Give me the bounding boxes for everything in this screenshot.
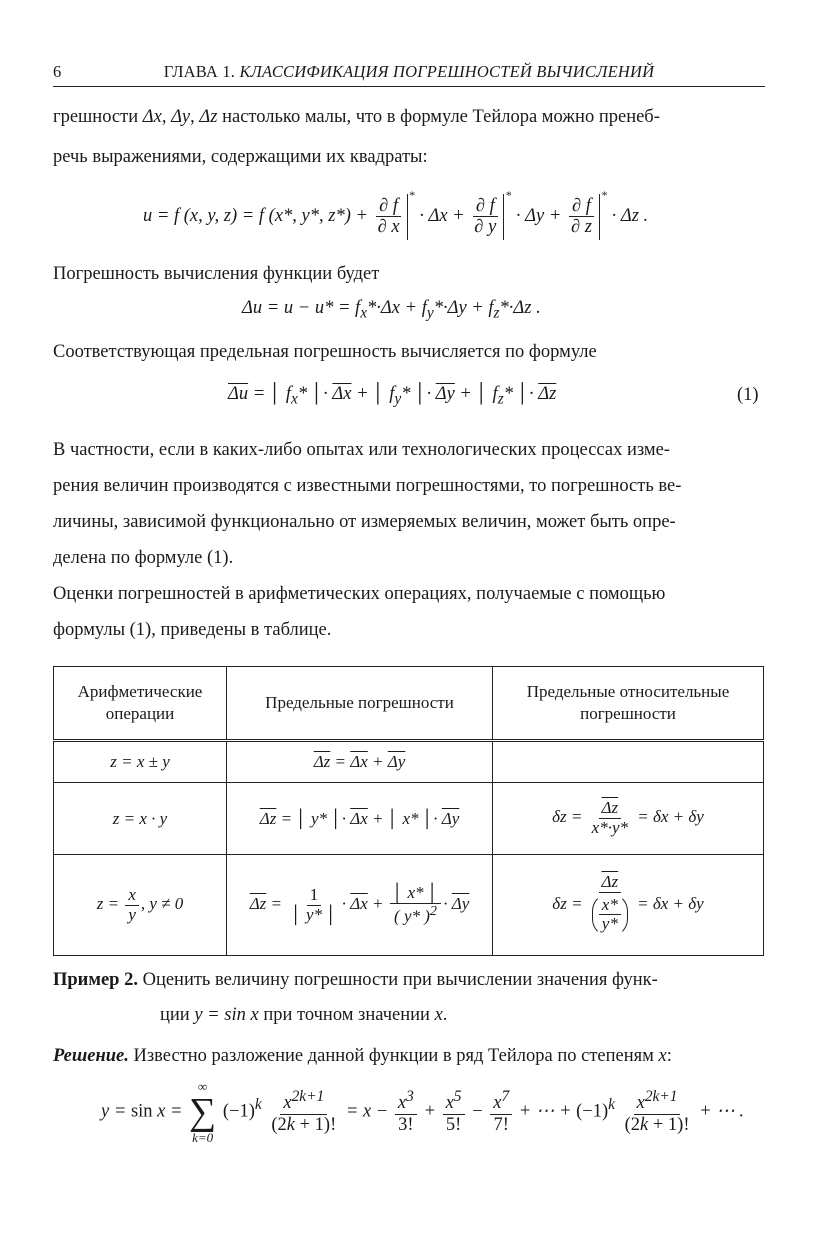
relative-error-quotient: δz = $\frac{\overline{\Delta z}}{\frac{x*}{y*}}$ = δx + δy	[493, 855, 764, 956]
op-sum: z = x ± y	[54, 741, 227, 783]
paragraph-3: Соответствующая предельная погрешность вычисляется по формуле	[53, 342, 597, 362]
running-header	[53, 62, 765, 87]
op-quotient: z = $\frac{x}{y}$ , y ≠ 0	[54, 855, 227, 956]
op-product: z = x · y	[54, 783, 227, 855]
page-number: 6	[53, 62, 62, 81]
example-2: Пример 2. Оценить величину погрешности при вычислении значения функ-	[53, 970, 658, 990]
sin-series-equation: y = sin x = ∞ ∑ k=0 $(-1)^k$ $\frac{x^{2k+1}}{(2k + 1)!}$ = x − $\frac{x^3}{3!}$ + $\frac{x^5}{5!}$ − $\frac{x^7}{7!}$ + ⋯ + $(-1)^k$ $\frac{x^{2k+1}}{(2k + 1)!}$ + ⋯ .	[101, 1079, 744, 1145]
error-table	[53, 666, 764, 956]
paragraph-4: В частности, если в каких-либо опытах или технологических процессах изме- рения величин производятся с известными погрешностями, то погрешность ве- личины, зависимой функционально от измеряемых величин, может быть опре- делена по формуле (1).	[53, 440, 682, 568]
paragraph-1-line-2: речь выражениями, содержащими их квадраты:	[53, 147, 428, 167]
table-header-row	[54, 667, 764, 741]
header-cell-limit-errors: Предельные погрешности	[227, 667, 493, 741]
paragraph-2: Погрешность вычисления функции будет	[53, 264, 380, 284]
limit-error-sum: $\overline{\Delta z} = \overline{\Delta x} + \overline{\Delta y}$	[227, 741, 493, 783]
solution-label: Решение.	[53, 1046, 129, 1066]
table-row	[54, 855, 764, 956]
limit-error-product: $\overline{\Delta z}$ = │ y* │· $\overline{\Delta x}$ + │ x* │· $\overline{\Delta y}$	[227, 783, 493, 855]
header-cell-relative-errors: Предельные относительные погрешности	[493, 667, 764, 741]
example-label: Пример 2.	[53, 970, 138, 990]
paragraph-1-line-1: грешности Δx, Δy, Δz настолько малы, что в формуле Тейлора можно пренеб-	[53, 107, 660, 127]
relative-error-product: δz = $\frac{\overline{\Delta z}}{x*\cdot y*}$ = δx + δy	[493, 783, 764, 855]
limit-error-quotient: $\overline{\Delta z}$ = $\frac{1}{│ y* │}$ · $\overline{\Delta x}$ + $\frac{│ x* │}{( y* )^2}$ · $\overline{\Delta y}$	[227, 855, 493, 956]
taylor-equation: u = f (x, y, z) = f (x*, y*, z*) + $\frac{\partial f}{\partial x}$ * · Δx + $\frac{\partial f}{\partial y}$ * · Δy + $\frac{\partial f}{\partial z}$ * · Δz .	[143, 188, 648, 240]
limit-error-equation: $\overline{\Delta u}$ = │ $f_x*$ │· $\overline{\Delta x}$ + │ $f_y*$ │· $\overline{\Delta y}$ + │ $f_z*$ │· $\overline{\Delta z}$	[228, 384, 557, 408]
relative-error-sum	[493, 741, 764, 783]
error-equation: $\Delta u = u - u* = f_x*\cdot\Delta x + f_y*\cdot\Delta y + f_z*\cdot\Delta z$ .	[242, 298, 541, 322]
table-row	[54, 783, 764, 855]
example-2-line-2: ции y = sin x при точном значении x.	[160, 1005, 448, 1025]
equation-number: (1)	[737, 385, 759, 405]
solution: Решение. Известно разложение данной функции в ряд Тейлора по степеням x:	[53, 1046, 672, 1066]
header-cell-operations: Арифметические операции	[54, 667, 227, 741]
chapter-title: ГЛАВА 1. КЛАССИФИКАЦИЯ ПОГРЕШНОСТЕЙ ВЫЧИСЛЕНИЙ	[163, 62, 655, 81]
paragraph-5: Оценки погрешностей в арифметических операциях, получаемые с помощью формулы (1), приведены в таблице.	[53, 584, 666, 640]
table-row	[54, 741, 764, 783]
